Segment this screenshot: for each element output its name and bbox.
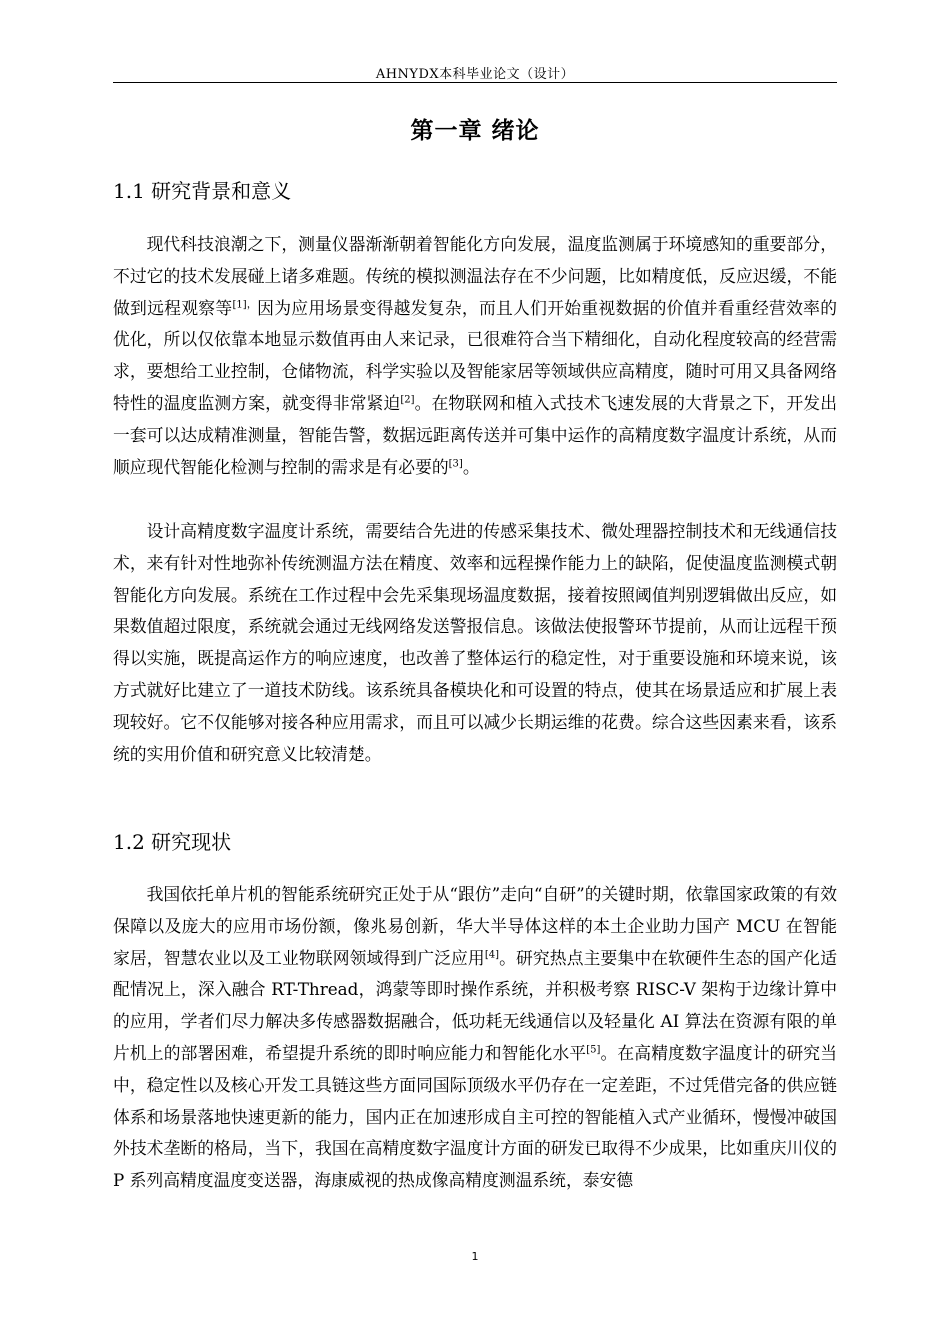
paragraph-text: 我国依托单片机的智能系统研究正处于从“跟仿”走向“自研”的关键时期，依靠国家政策的有效保障以及庞大的应用市场份额，像兆易创新，华大半导体这样的本土企业助力国产 MCU 在智能家居，智慧农业以及工业物联网领域得到广泛应用 bbox=[113, 884, 837, 968]
page-number: 1 bbox=[471, 1250, 479, 1263]
paragraph-status bbox=[113, 879, 837, 1197]
citation-2: [2] bbox=[400, 394, 415, 406]
paragraph-text: 现代科技浪潮之下，测量仪器渐渐朝着智能化方向发展，温度监测属于环境感知的重要部分，不过它的技术发展碰上诸多难题。传统的模拟测温法存在不少问题，比如精度低，反应迟缓，不能做到远程观察等 bbox=[113, 234, 837, 318]
chapter-title: 第一章 绪论 bbox=[410, 118, 540, 144]
paragraph-significance: 设计高精度数字温度计系统，需要结合先进的传感采集技术、微处理器控制技术和无线通信技术，来有针对性地弥补传统测温方法在精度、效率和远程操作能力上的缺陷，促使温度监测模式朝智能化方向发展。系统在工作过程中会先采集现场温度数据，接着按照阈值判别逻辑做出反应，如果数值超过限度，系统就会通过无线网络发送警报信息。该做法使报警环节提前，从而让远程干预得以实施，既提高运作方的响应速度，也改善了整体运行的稳定性，对于重要设施和环境来说，该方式就好比建立了一道技术防线。该系统具备模块化和可设置的特点，使其在场景适应和扩展上表现较好。它不仅能够对接各种应用需求，而且可以减少长期运维的花费。综合这些因素来看，该系统的实用价值和研究意义比较清楚。 bbox=[113, 521, 837, 764]
running-header: AHNYDX本科毕业论文（设计） bbox=[375, 67, 575, 82]
citation-4: [4] bbox=[484, 949, 499, 960]
citation-5: [5] bbox=[586, 1044, 601, 1056]
paragraph-text: 。研究热点主要集中在软硬件生态的国产化适配情况上，深入融合 RT-Thread，鸿蒙等即时操作系统，并积极考察 RISC-V 架构于边缘计算中的应用，学者们尽力解决多传感器数据融合，低功耗无线通信以及轻量化 AI 算法在资源有限的单片机上的部署困难，希望提升系统的即时响应能力和智能化水平 bbox=[113, 947, 837, 1063]
section-title-1-1: 1.1 研究背景和意义 bbox=[113, 179, 292, 203]
header-divider bbox=[113, 82, 837, 83]
paragraph-text: 因为应用场景变得越发复杂，而且人们开始重视数据的价值并看重经营效率的优化，所以仅依靠本地显示数值再由人来记录，已很难符合当下精细化，自动化程度较高的经营需求，要想给工业控制，仓储物流，科学实验以及智能家居等领域供应高精度，随时可用又具备网络特性的温度监测方案，就变得非常紧迫 bbox=[113, 297, 837, 413]
paragraph-text: 。在物联网和植入式技术飞速发展的大背景之下，开发出一套可以达成精准测量，智能告警，数据远距离传送并可集中运作的高精度数字温度计系统，从而顺应现代智能化检测与控制的需求是有必要的 bbox=[113, 392, 837, 477]
paragraph-text: 。在高精度数字温度计的研究当中，稳定性以及核心开发工具链这些方面同国际顶级水平仍存在一定差距，不过凭借完备的供应链体系和场景落地快速更新的能力，国内正在加速形成自主可控的智能植入式产业循环，慢慢冲破国外技术垄断的格局，当下，我国在高精度数字温度计方面的研发已取得不少成果，比如重庆川仪的 P 系列高精度温度变送器，海康威视的热成像高精度测温系统，泰安德 bbox=[113, 1042, 837, 1191]
section-title-1-2: 1.2 研究现状 bbox=[113, 830, 232, 854]
paragraph-background bbox=[113, 229, 837, 483]
citation-1: [1]， bbox=[232, 299, 258, 310]
citation-3: [3] bbox=[448, 457, 463, 469]
paragraph-text: 。 bbox=[462, 456, 480, 477]
